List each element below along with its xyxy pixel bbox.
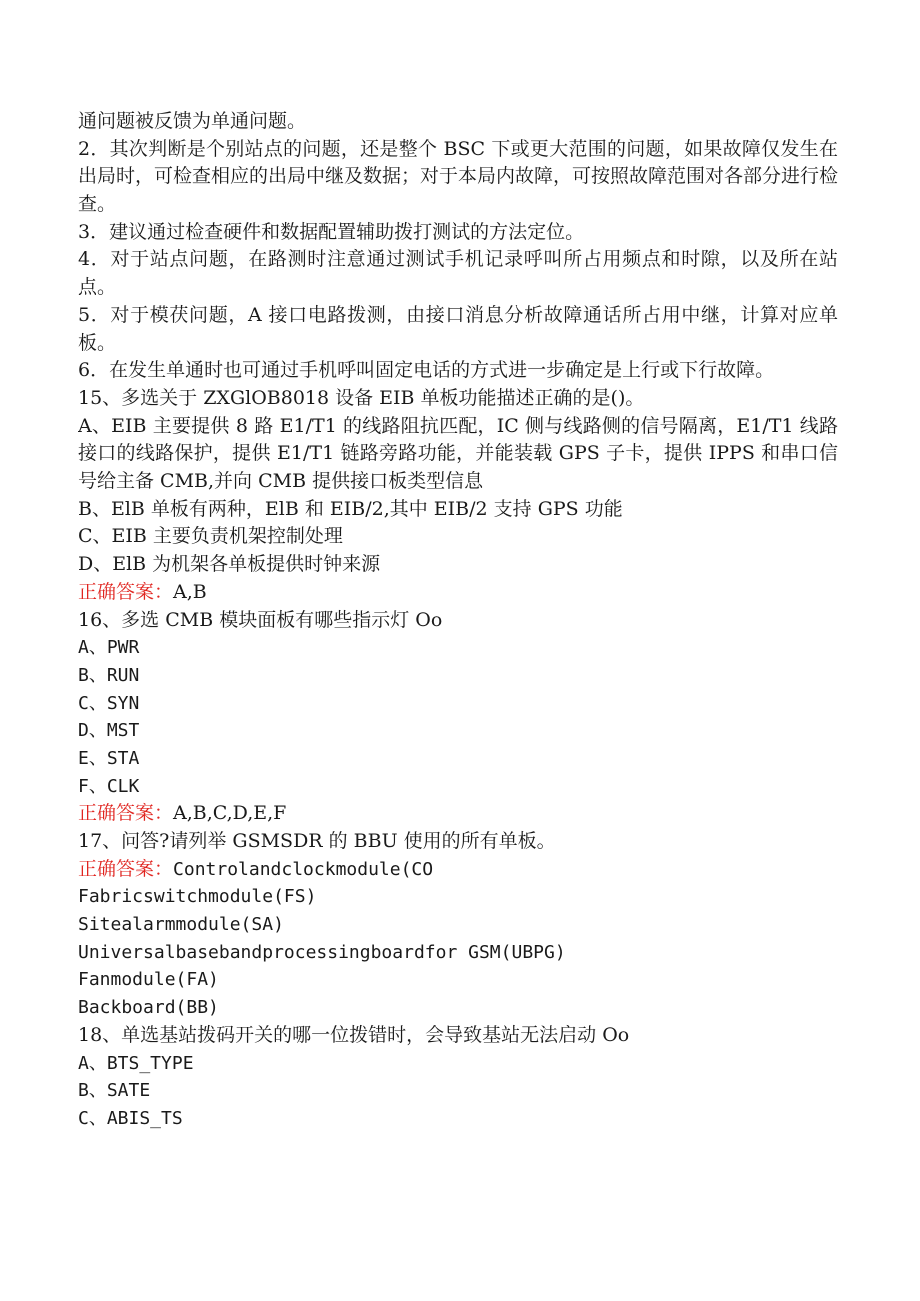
question-16-option: B、RUN	[78, 664, 140, 686]
question-15-option-c: C、EIB 主要负责机架控制处理	[78, 525, 343, 548]
question-16-option: C、SYN	[78, 692, 140, 714]
question-16-answer	[78, 800, 838, 828]
question-18-option: B、SATE	[78, 1080, 151, 1102]
paragraph: 3．建议通过检查硬件和数据配置辅助拨打测试的方法定位。	[78, 220, 585, 243]
answer-label: 正确答案：	[78, 580, 174, 603]
question-17-stem: 17、问答?请列举 GSMSDR 的 BBU 使用的所有单板。	[78, 830, 556, 853]
question-15-option-b: B、ElB 单板有两种，ElB 和 EIB/2,其中 EIB/2 支持 GPS 功能	[78, 497, 623, 520]
question-16-stem: 16、多选 CMB 模块面板有哪些指示灯 Oo	[78, 608, 443, 631]
question-15-answer	[78, 579, 838, 607]
question-16-option: D、MST	[78, 720, 140, 742]
paragraph: 6．在发生单通时也可通过手机呼叫固定电话的方式进一步确定是上行或下行故障。	[78, 359, 775, 382]
question-15-option-d: D、ElB 为机架各单板提供时钟来源	[78, 553, 381, 576]
answer-label: 正确答案：	[78, 857, 174, 880]
question-16-option: A、PWR	[78, 637, 140, 659]
question-17-answer-line: Universalbasebandprocessingboardfor GSM(UBPG)	[78, 941, 566, 963]
paragraph: 5．对于模茯问题，A 接口电路拨测，由接口消息分析故障通话所占用中继，计算对应单板。	[78, 303, 838, 354]
answer-value: A,B	[173, 580, 207, 603]
question-18-option: C、ABIS_TS	[78, 1107, 183, 1129]
question-17-answer-line: Sitealarmmodule(SA)	[78, 914, 284, 936]
paragraph: 2．其次判断是个别站点的问题，还是整个 BSC 下或更大范围的问题，如果故障仅发生在出局时，可检查相应的出局中继及数据；对于本局内故障，可按照故障范围对各部分进行检查。	[78, 137, 838, 216]
paragraph: 通问题被反馈为单通问题。	[78, 110, 307, 132]
question-15-stem: 15、多选关于 ZXGlOB8018 设备 EIB 单板功能描述正确的是()。	[78, 387, 645, 409]
question-16-option: F、CLK	[78, 775, 140, 797]
question-15-option-a: A、EIB 主要提供 8 路 E1/T1 的线路阻抗匹配，IC 侧与线路侧的信号隔离，E1/T1 线路接口的线路保护，提供 E1/T1 链路旁路功能，并能装载 GPS 子卡，提供 IPPS 和串口信号给主备 CMB,并向 CMB 提供接口板类型信息	[78, 414, 838, 493]
question-18-stem: 18、单选基站拨码开关的哪一位拨错时，会导致基站无法启动 Oo	[78, 1023, 630, 1046]
document-page	[78, 108, 838, 1133]
question-17-answer-line: Fabricswitchmodule(FS)	[78, 886, 317, 908]
question-17-answer	[78, 856, 838, 884]
answer-value: A,B,C,D,E,F	[173, 802, 287, 825]
question-18-option: A、BTS_TYPE	[78, 1052, 194, 1074]
answer-value: Controlandclockmodule(CO	[173, 858, 434, 880]
paragraph: 4．对于站点问题，在路测时注意通过测试手机记录呼叫所占用频点和时隙，以及所在站点。	[78, 248, 838, 299]
answer-label: 正确答案：	[78, 802, 174, 825]
question-16-option: E、STA	[78, 747, 140, 769]
question-17-answer-line: Fanmodule(FA)	[78, 969, 219, 991]
question-17-answer-line: Backboard(BB)	[78, 997, 219, 1019]
